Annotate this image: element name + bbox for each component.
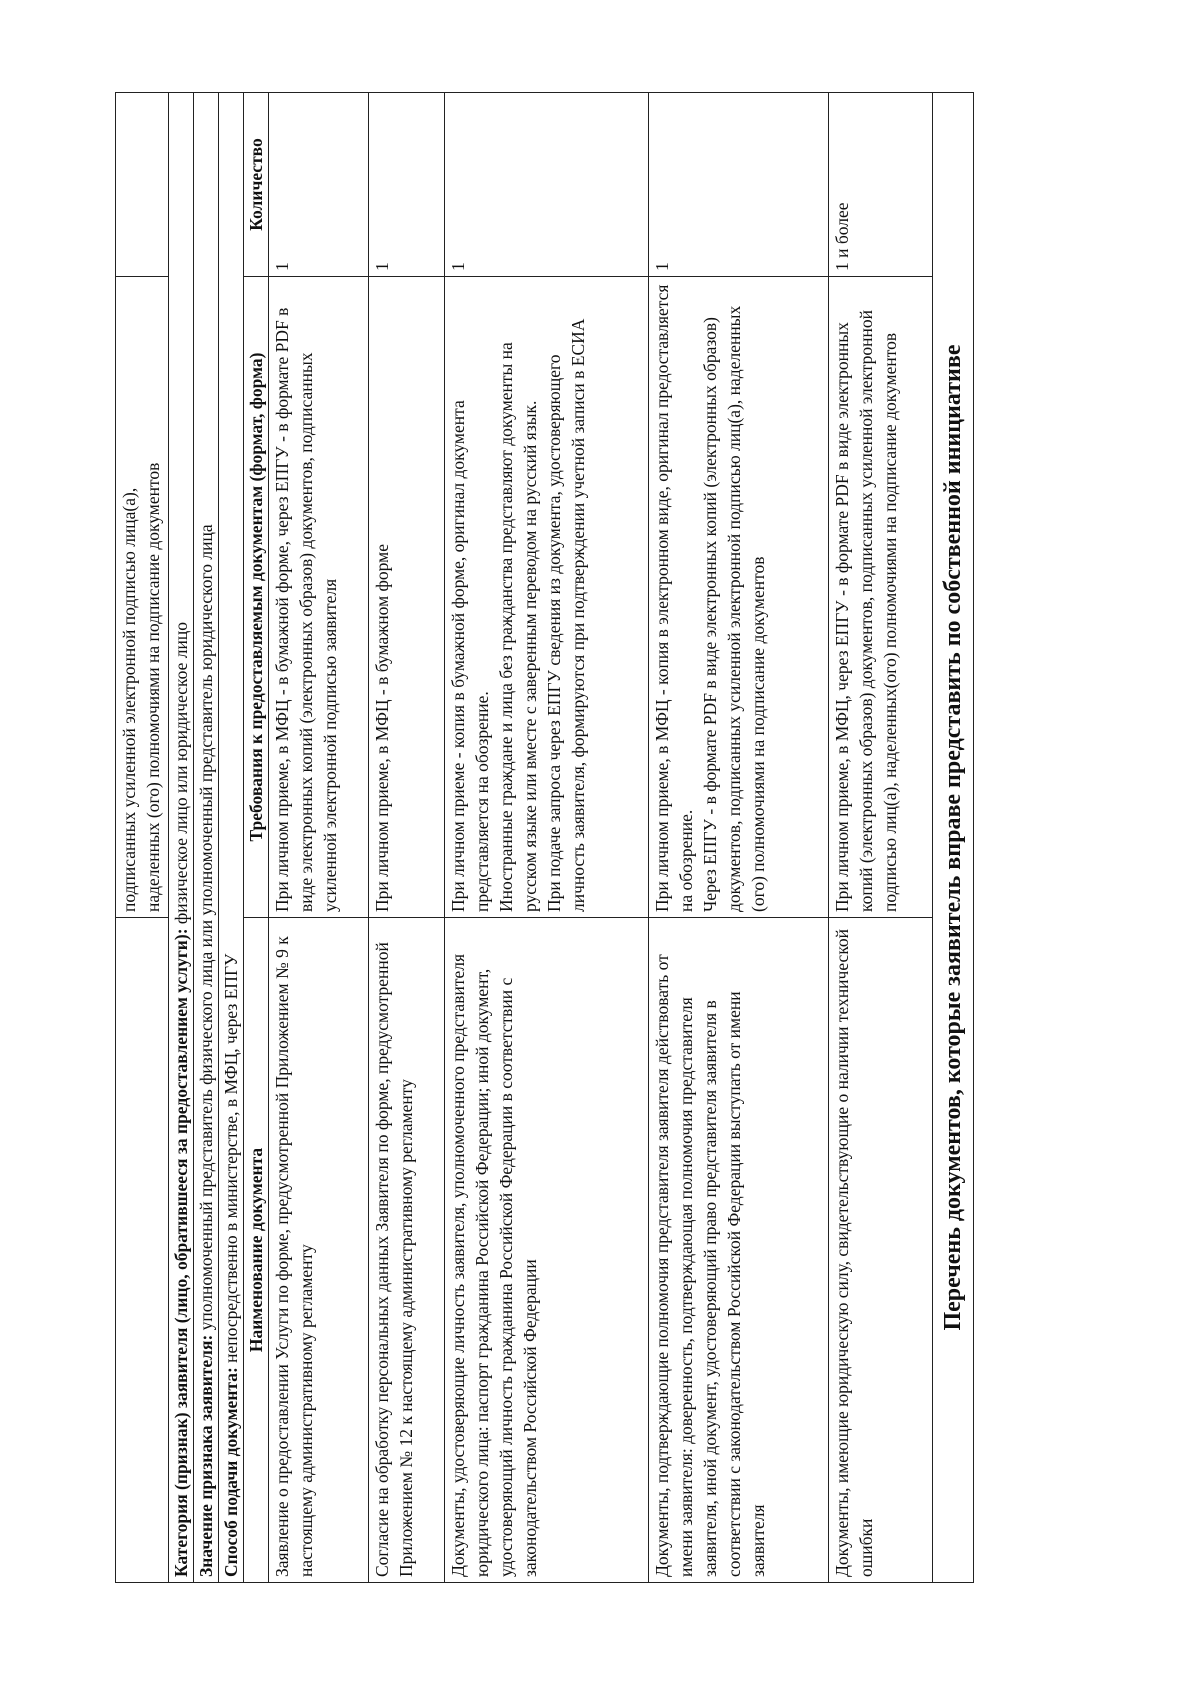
document-quantity: 1: [445, 93, 649, 277]
document-row: [649, 93, 829, 1583]
document-quantity: 1: [369, 93, 445, 277]
section-title: Перечень документов, которые заявитель вправе представить по собственной инициативе: [933, 93, 974, 1583]
header-requirements: Требования к предоставляемым документам (формат, форма): [244, 277, 269, 918]
submission-cell: [219, 93, 244, 1583]
submission-value: непосредственно в министерстве, в МФЦ, через ЕПГУ: [221, 953, 241, 1368]
documents-table: [115, 92, 974, 1583]
document-row: [269, 93, 369, 1583]
category-value: физическое лицо или юридическое лицо: [171, 622, 191, 929]
feature-value-row: [194, 93, 219, 1583]
document-requirements: [829, 277, 933, 918]
category-cell: [169, 93, 194, 1583]
category-row: [169, 93, 194, 1583]
document-requirements: [369, 277, 445, 918]
requirement-paragraph: При подаче запроса через ЕПГУ сведения из документа, удостоверяющего личность заявителя, формируются при подтверждении учетной записи в ЕСИА: [544, 318, 588, 912]
document-name: Согласие на обработку персональных данных Заявителя по форме, предусмотренной Приложением № 12 к настоящему административному регламенту: [369, 918, 445, 1583]
requirement-paragraph: При личном приеме, в МФЦ - копия в электронном виде, оригинал предоставляется на обозрение.: [652, 284, 696, 912]
continuation-empty-cell: [116, 93, 169, 277]
requirement-paragraph: При личном приеме - копия в бумажной форме, оригинал документа представляется на обозрение.: [448, 400, 492, 912]
document-name: Документы, удостоверяющие личность заявителя, уполномоченного представителя юридического лица: паспорт гражданина Российской Федерации; иной документ, удостоверяющий личность гражданина Российской Федерации в соответствии с законодательством Российской Федерации: [445, 918, 649, 1583]
header-name: Наименование документа: [244, 918, 269, 1583]
feature-value-text: уполномоченный представитель физического лица или уполномоченный представитель юридического лица: [196, 524, 216, 1335]
category-label: Категория (признак) заявителя (лицо, обратившееся за предоставлением услуги):: [171, 928, 191, 1577]
requirement-paragraph: Иностранные граждане и лица без гражданства представляют документы на русском языке или вместе с заверенным переводом на русский язык.: [496, 342, 540, 912]
feature-value-label: Значение признака заявителя:: [196, 1334, 216, 1577]
header-quantity: Количество: [244, 93, 269, 277]
document-sheet: [115, 93, 1075, 1583]
document-requirements: [445, 277, 649, 918]
document-requirements: [649, 277, 829, 918]
feature-value-cell: [194, 93, 219, 1583]
requirement-paragraph: Через ЕПГУ - в формате PDF в виде электронных копий (электронных образов) документов, подписанных усиленной электронной подписью лиц(а), наделенных (ого) полномочиями на подписание документов: [700, 305, 768, 912]
submission-label: Способ подачи документа:: [221, 1367, 241, 1577]
continuation-empty-cell: [116, 918, 169, 1583]
document-name: Заявление о предоставлении Услуги по форме, предусмотренной Приложением № 9 к настоящему административному регламенту: [269, 918, 369, 1583]
document-row: [369, 93, 445, 1583]
document-name: Документы, подтверждающие полномочия представителя заявителя действовать от имени заявителя: доверенность, подтверждающая полномочия представителя заявителя, иной документ, удостоверяющий право представителя заявителя в соответствии с законодательством Российской Федерации выступать от имени заявителя: [649, 918, 829, 1583]
continuation-row: [116, 93, 169, 1583]
document-quantity: 1: [649, 93, 829, 277]
document-row: [445, 93, 649, 1583]
requirement-paragraph: При личном приеме, в МФЦ - в бумажном форме: [372, 544, 392, 912]
document-row: [829, 93, 933, 1583]
continuation-line: наделенных (ого) полномочиями на подписание документов: [143, 462, 163, 912]
requirement-paragraph: При личном приеме, в МФЦ - в бумажной форме, через ЕПГУ - в формате PDF в виде электронных копий (электронных образов) документов, подписанных усиленной электронной подписью заявителя: [272, 307, 340, 912]
submission-row: [219, 93, 244, 1583]
header-row: [244, 93, 269, 1583]
section-title-row: [933, 93, 974, 1583]
document-quantity: 1 и более: [829, 93, 933, 277]
document-requirements: [269, 277, 369, 918]
continuation-line: подписанных усиленной электронной подписью лица(а),: [119, 487, 139, 912]
requirement-paragraph: При личном приеме, в МФЦ, через ЕПГУ - в формате PDF в виде электронных копий (электронных образов) документов, подписанных усиленной электронной подписью лиц(а), наделенных(ого) полномочиями на подписание документов: [832, 310, 900, 912]
document-name: Документы, имеющие юридическую силу, свидетельствующие о наличии технической ошибки: [829, 918, 933, 1583]
document-quantity: 1: [269, 93, 369, 277]
continuation-text-cell: [116, 277, 169, 918]
